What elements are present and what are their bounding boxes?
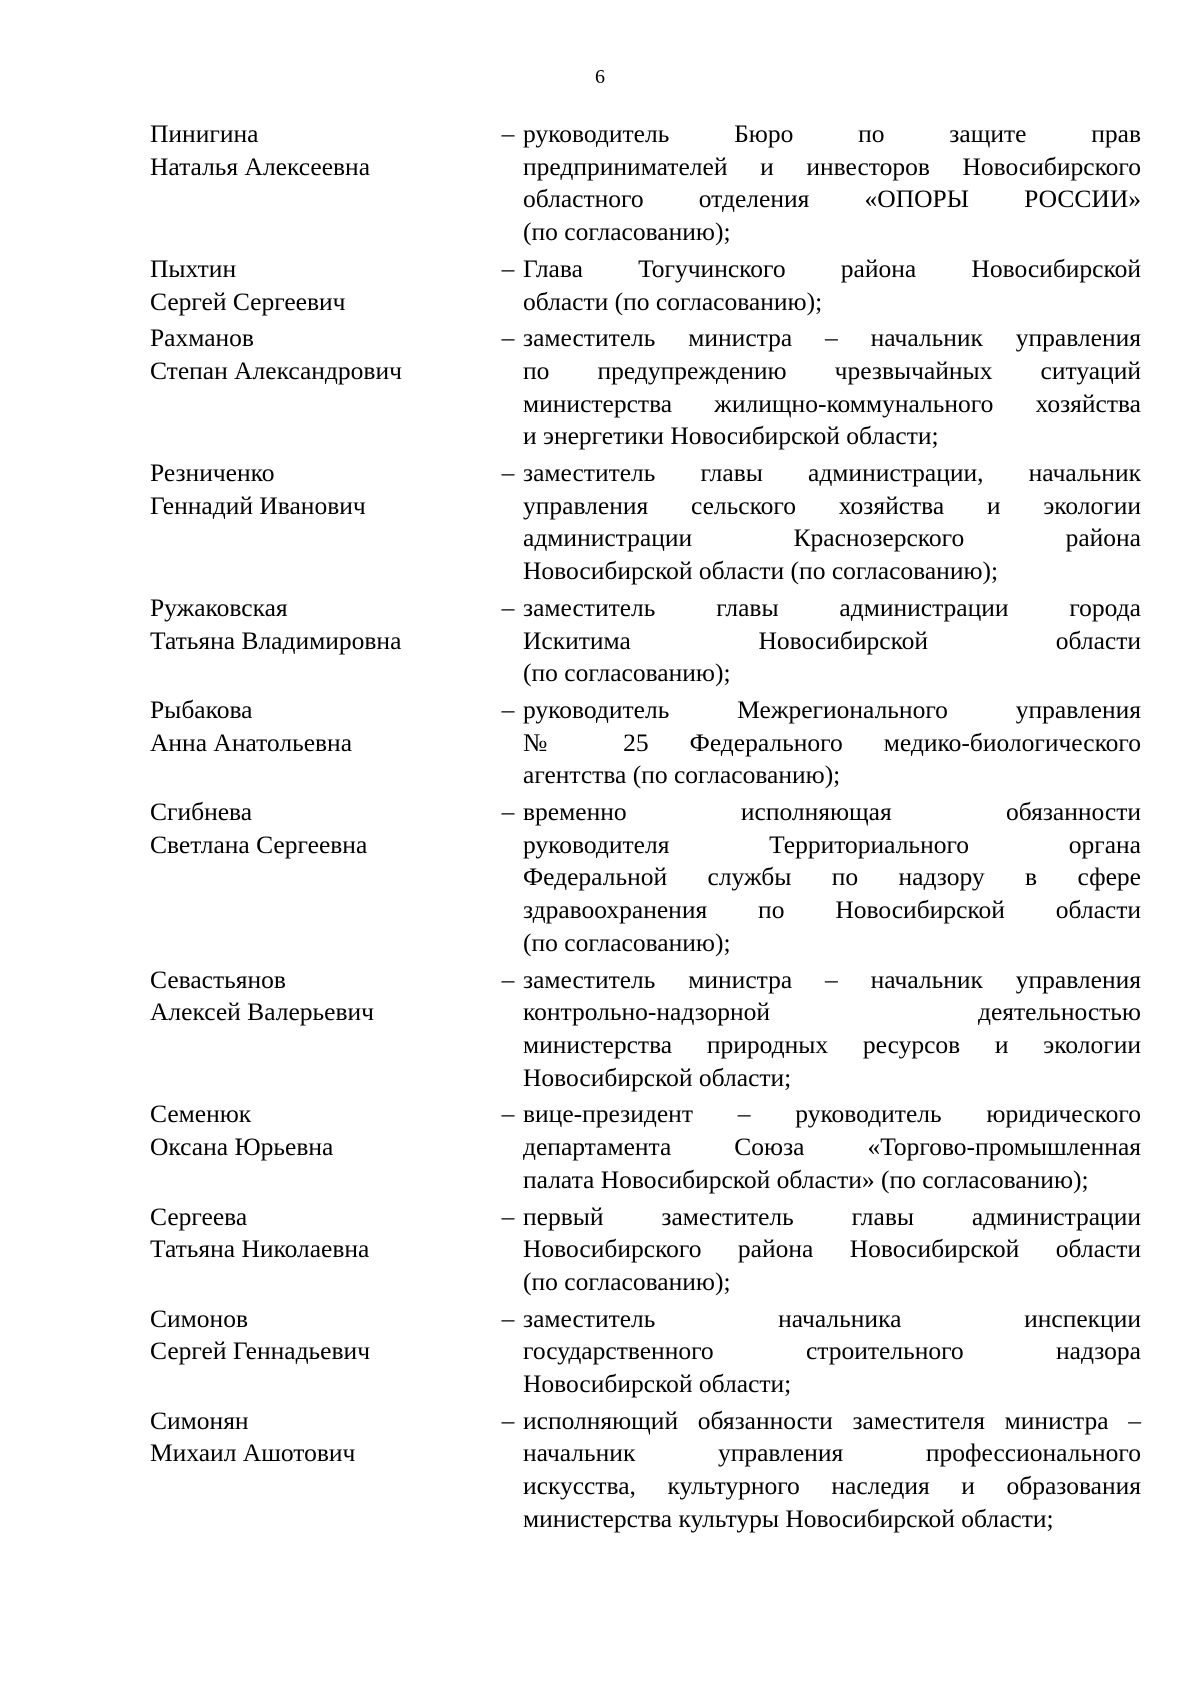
position-line: управления сельского хозяйства и экологии	[523, 490, 1141, 520]
position-line: № 25 Федерального медико-биологического	[523, 727, 1141, 757]
member-given-names: Оксана Юрьевна	[150, 1132, 334, 1162]
position-line: Новосибирской области;	[523, 1062, 792, 1092]
position-line: начальник управления профессионального	[523, 1438, 1141, 1468]
position-line: министерства культуры Новосибирской области;	[523, 1503, 1054, 1533]
member-entry	[150, 253, 1146, 318]
position-line: Искитима Новосибирской области	[523, 625, 1141, 655]
position-line: Федеральной службы по надзору в сфере	[523, 862, 1141, 892]
member-surname: Рахманов	[150, 323, 254, 353]
member-position	[523, 694, 1141, 792]
member-given-names: Сергей Сергеевич	[150, 286, 346, 316]
member-entry	[150, 1303, 1146, 1401]
member-surname: Пинигина	[150, 119, 259, 148]
position-line: по предупреждению чрезвычайных ситуаций	[523, 355, 1141, 385]
page-number: 6	[595, 66, 605, 88]
position-line: государственного строительного надзора	[523, 1336, 1141, 1366]
member-entry	[150, 1405, 1146, 1536]
separator-dash: –	[501, 119, 515, 148]
member-position	[523, 592, 1141, 690]
position-line: агентства (по согласованию);	[523, 760, 841, 790]
member-position	[523, 322, 1141, 453]
member-entry	[150, 118, 1146, 249]
member-surname: Сгибнева	[150, 797, 253, 827]
member-surname: Севастьянов	[150, 964, 286, 994]
position-line: заместитель главы администрации города	[523, 592, 1141, 622]
member-given-names: Степан Александрович	[150, 355, 402, 385]
position-line: областного отделения «ОПОРЫ РОССИИ»	[523, 184, 1141, 214]
member-given-names: Сергей Геннадьевич	[150, 1336, 371, 1366]
member-entry	[150, 457, 1146, 588]
member-given-names: Наталья Алексеевна	[150, 151, 371, 181]
position-line: исполняющий обязанности заместителя министра –	[523, 1405, 1141, 1435]
separator-dash: –	[501, 1405, 515, 1435]
member-name	[150, 1405, 493, 1536]
position-line: заместитель начальника инспекции	[523, 1303, 1141, 1333]
position-line: заместитель министра – начальник управления	[523, 323, 1141, 353]
member-name	[150, 253, 493, 318]
member-surname: Ружаковская	[150, 592, 288, 622]
member-name	[150, 118, 493, 249]
position-line: руководителя Территориального органа	[523, 829, 1141, 859]
position-line: руководитель Межрегионального управления	[523, 694, 1141, 724]
member-position	[523, 1405, 1141, 1536]
member-surname: Пыхтин	[150, 253, 237, 283]
member-entry	[150, 1201, 1146, 1299]
separator-dash: –	[501, 1099, 515, 1129]
member-surname: Симонян	[150, 1405, 249, 1435]
member-given-names: Алексей Валерьевич	[150, 997, 374, 1027]
member-surname: Семенюк	[150, 1099, 252, 1129]
member-name	[150, 1303, 493, 1401]
member-entry	[150, 592, 1146, 690]
member-position	[523, 457, 1141, 588]
position-line: (по согласованию);	[523, 927, 731, 957]
position-line: (по согласованию);	[523, 1266, 731, 1296]
member-surname: Симонов	[150, 1303, 248, 1333]
position-line: Новосибирской области (по согласованию);	[523, 556, 999, 586]
member-entry	[150, 1098, 1146, 1196]
member-entry	[150, 322, 1146, 453]
member-surname: Сергеева	[150, 1201, 248, 1231]
separator-dash: –	[501, 323, 515, 353]
member-name	[150, 457, 493, 588]
position-line: Новосибирского района Новосибирской области	[523, 1234, 1141, 1264]
member-position	[523, 1098, 1141, 1196]
member-list	[150, 118, 1146, 1540]
member-name	[150, 322, 493, 453]
member-position	[523, 796, 1141, 960]
member-given-names: Татьяна Николаевна	[150, 1234, 370, 1264]
member-position	[523, 1201, 1141, 1299]
position-line: министерства жилищно-коммунального хозяйства	[523, 388, 1141, 418]
separator-dash: –	[501, 253, 515, 283]
member-position	[523, 1303, 1141, 1401]
member-given-names: Татьяна Владимировна	[150, 625, 402, 655]
position-line: (по согласованию);	[523, 658, 731, 688]
member-given-names: Геннадий Иванович	[150, 490, 366, 520]
position-line: вице-президент – руководитель юридического	[523, 1099, 1141, 1129]
member-entry	[150, 796, 1146, 960]
position-line: первый заместитель главы администрации	[523, 1201, 1141, 1231]
separator-dash: –	[501, 1201, 515, 1231]
member-position	[523, 253, 1141, 318]
member-name	[150, 796, 493, 960]
position-line: здравоохранения по Новосибирской области	[523, 895, 1141, 925]
member-given-names: Михаил Ашотович	[150, 1438, 356, 1468]
position-line: Глава Тогучинского района Новосибирской	[523, 253, 1141, 283]
position-line: предпринимателей и инвесторов Новосибирского	[523, 151, 1141, 181]
member-entry	[150, 964, 1146, 1095]
member-name	[150, 592, 493, 690]
member-entry	[150, 694, 1146, 792]
member-name	[150, 1201, 493, 1299]
position-line: администрации Краснозерского района	[523, 523, 1141, 553]
position-line: заместитель главы администрации, начальник	[523, 458, 1141, 488]
position-line: искусства, культурного наследия и образования	[523, 1471, 1141, 1501]
member-given-names: Светлана Сергеевна	[150, 829, 368, 859]
member-name	[150, 694, 493, 792]
position-line: палата Новосибирской области» (по согласованию);	[523, 1164, 1089, 1194]
position-line: Новосибирской области;	[523, 1369, 792, 1399]
position-line: министерства природных ресурсов и экологии	[523, 1029, 1141, 1059]
separator-dash: –	[501, 694, 515, 724]
member-name	[150, 1098, 493, 1196]
position-line: заместитель министра – начальник управления	[523, 964, 1141, 994]
member-surname: Рыбакова	[150, 694, 253, 724]
separator-dash: –	[501, 458, 515, 488]
separator-dash: –	[501, 1303, 515, 1333]
position-line: области (по согласованию);	[523, 286, 823, 316]
separator-dash: –	[501, 592, 515, 622]
position-line: контрольно-надзорной деятельностью	[523, 997, 1141, 1027]
position-line: руководитель Бюро по защите прав	[523, 119, 1141, 148]
member-position	[523, 118, 1141, 249]
member-given-names: Анна Анатольевна	[150, 727, 353, 757]
separator-dash: –	[501, 964, 515, 994]
member-surname: Резниченко	[150, 458, 275, 488]
member-name	[150, 964, 493, 1095]
position-line: временно исполняющая обязанности	[523, 797, 1141, 827]
position-line: департамента Союза «Торгово-промышленная	[523, 1132, 1141, 1162]
separator-dash: –	[501, 797, 515, 827]
position-line: и энергетики Новосибирской области;	[523, 421, 939, 451]
position-line: (по согласованию);	[523, 217, 731, 247]
member-position	[523, 964, 1141, 1095]
